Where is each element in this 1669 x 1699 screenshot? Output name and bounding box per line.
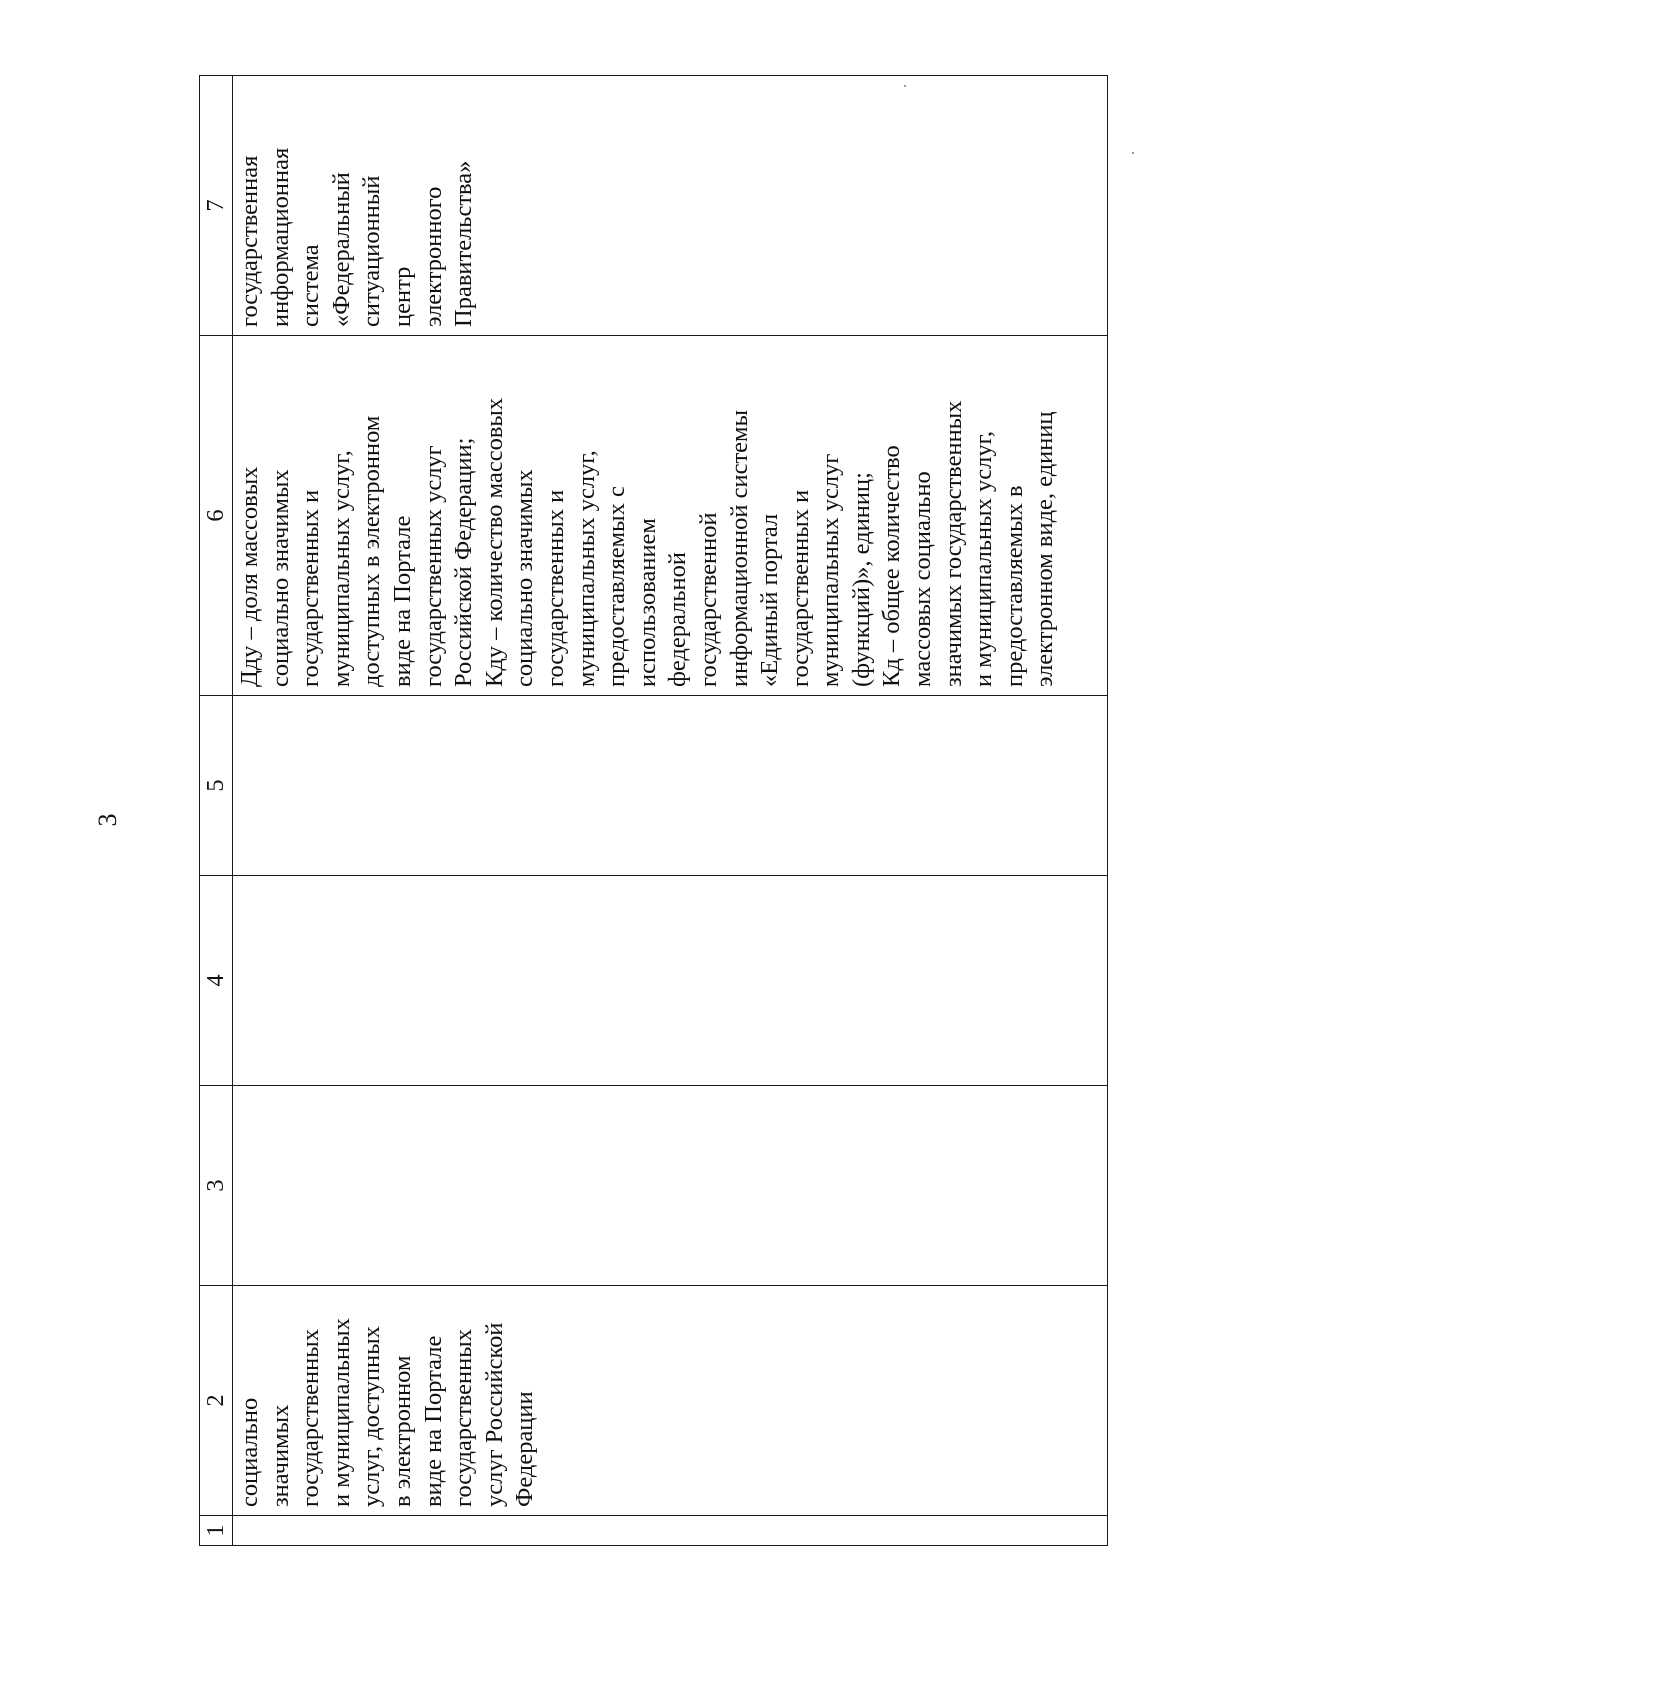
cell-indicator-name [233,1286,1108,1516]
scan-speck [1132,152,1134,154]
header-row [200,76,233,1546]
data-source-text: государственная информационная система «Федеральный ситуационный центр электронного Правительства» [236,147,478,327]
cell-data-source [233,76,1108,336]
indicator-name-text: социально значимых государственных и муниципальных услуг, доступных в электронном виде на Портале государственных услуг Российской Федерации [236,1318,539,1507]
header-col-4: 4 [200,876,233,1086]
cell-formula-definitions [233,336,1108,696]
cell-col-5 [233,696,1108,876]
scan-speck [904,85,906,87]
header-col-5: 5 [200,696,233,876]
rotated-table-container [199,76,1111,1546]
cell-col-3 [233,1086,1108,1286]
formula-definitions-text: Ддy – доля массовых социально значимых государственных и муниципальных услуг, доступных в электронном виде на Портале государственных услуг Российской Федерации; Кду – количество массовых социально значимых государственных и муниципальных услуг, предоставляемых с использованием федеральной государственной информационной системы «Единый портал государственных и муниципальных услуг (функций)», единиц; Кд – общее количество массовых социально значимых государственных и муниципальных услуг, предоставляемых в электронном виде, единиц [236,397,1059,687]
header-col-2: 2 [200,1286,233,1516]
header-col-1: 1 [200,1516,233,1546]
cell-col-1 [233,1516,1108,1546]
table-row [233,76,1108,1546]
cell-col-4 [233,876,1108,1086]
indicator-table [199,75,1108,1546]
header-col-7: 7 [200,76,233,336]
page-number: 3 [93,813,122,827]
rotated-table-area [199,76,1669,1537]
header-col-3: 3 [200,1086,233,1286]
header-col-6: 6 [200,336,233,696]
